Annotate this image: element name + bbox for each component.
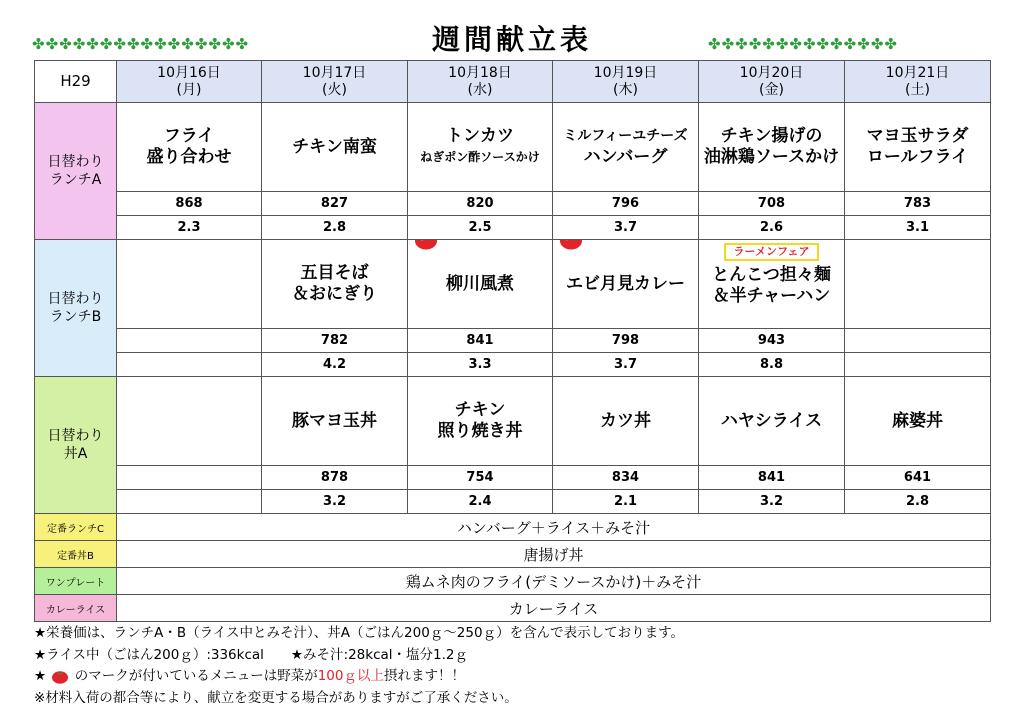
lunchB-dish-tue — [262, 240, 408, 329]
energy-value: 754 — [408, 466, 553, 490]
dish-name: チキン — [454, 400, 506, 420]
fixed-menu-value: 鶏ムネ肉のフライ(デミソースかけ)＋みそ汁 — [117, 568, 991, 595]
fixed-menu-label: ワンプレート — [35, 568, 117, 595]
salt-value: 2.8 — [262, 216, 408, 240]
lunchB-energy-row — [35, 329, 991, 353]
note-text: ★ライス中（ごはん200ｇ）:336kcal — [34, 646, 264, 663]
label-line: ランチB — [49, 309, 102, 325]
lunchA-dish-tue — [262, 103, 408, 192]
lunchA-dish-row — [35, 103, 991, 192]
dish-name: カツ丼 — [600, 410, 651, 431]
energy-value — [117, 466, 262, 490]
salt-value: 2.3 — [117, 216, 262, 240]
dish-name: 油淋鶏ソースかけ — [703, 147, 840, 167]
note-highlight: 100ｇ以上 — [317, 668, 384, 684]
donA-dish-sat — [845, 377, 991, 466]
day-of-week: (水) — [467, 81, 493, 98]
fixed-menu-value: カレーライス — [117, 595, 991, 622]
dish-name: 照り焼き丼 — [437, 421, 523, 441]
dish-name: エビ月見カレー — [566, 273, 685, 294]
donA-dish-wed — [408, 377, 553, 466]
note-text: のマークが付いているメニューは野菜が — [74, 668, 318, 684]
energy-value: 820 — [408, 192, 553, 216]
day-header-thu — [553, 61, 699, 103]
salt-value — [845, 353, 991, 377]
energy-value — [845, 329, 991, 353]
lunchA-dish-thu — [553, 103, 699, 192]
salt-value: 2.1 — [553, 490, 699, 514]
clover-icon: ✤✤✤✤✤✤✤✤✤✤✤✤✤✤ — [708, 35, 898, 53]
dish-name: ロールフライ — [866, 147, 969, 167]
energy-value: 783 — [845, 192, 991, 216]
dish-name: マヨ玉サラダ — [866, 126, 969, 146]
energy-value: 834 — [553, 466, 699, 490]
donA-salt-row — [35, 490, 991, 514]
energy-value: 798 — [553, 329, 699, 353]
day-of-week: (火) — [322, 81, 347, 98]
day-header-tue — [262, 61, 408, 103]
clover-icon-row-left — [32, 36, 249, 52]
dish-name: ハヤシライス — [720, 410, 823, 431]
dish-name: 柳川風煮 — [446, 273, 514, 294]
note-line — [34, 666, 684, 688]
ramen-fair-badge: ラーメンフェア — [724, 243, 820, 261]
clover-icon-row-right — [708, 36, 898, 52]
donA-dish-tue — [262, 377, 408, 466]
dish-subname: ねぎポン酢ソースかけ — [420, 150, 540, 164]
lunchB-label — [35, 240, 117, 377]
note-text: ★みそ汁:28kcal・塩分1.2ｇ — [290, 646, 468, 663]
dish-name: トンカツ — [446, 126, 514, 146]
dish-name: ハンバーグ — [583, 147, 668, 167]
day-date: 10月19日 — [593, 64, 658, 81]
energy-value: 878 — [262, 466, 408, 490]
label-line: 日替わり — [47, 291, 104, 307]
label-line: 丼A — [63, 446, 88, 462]
menu-table — [34, 60, 991, 622]
energy-value: 841 — [408, 329, 553, 353]
fixed-menu-label: 定番丼B — [35, 541, 117, 568]
day-date: 10月20日 — [739, 64, 804, 81]
salt-value: 3.1 — [845, 216, 991, 240]
dish-name: ＆半チャーハン — [712, 286, 831, 306]
label-line: ランチA — [49, 172, 102, 188]
fixed-menu-label: カレーライス — [35, 595, 117, 622]
day-date: 10月21日 — [885, 64, 950, 81]
salt-value: 4.2 — [262, 353, 408, 377]
energy-value: 841 — [699, 466, 845, 490]
lunchA-energy-row — [35, 192, 991, 216]
lunchA-salt-row — [35, 216, 991, 240]
dish-name: とんこつ担々麺 — [712, 265, 831, 285]
day-header-fri — [699, 61, 845, 103]
lunchB-dish-sat — [845, 240, 991, 329]
energy-value: 782 — [262, 329, 408, 353]
energy-value: 641 — [845, 466, 991, 490]
donA-dish-fri — [699, 377, 845, 466]
energy-value: 796 — [553, 192, 699, 216]
note-line — [34, 645, 684, 667]
day-header-sat — [845, 61, 991, 103]
note-line: ★栄養価は、ランチA・B（ライス中とみそ汁）、丼A（ごはん200ｇ～250ｇ）を含んで表示しております。 — [34, 625, 684, 641]
tomato-icon — [558, 240, 584, 251]
donA-dish-thu — [553, 377, 699, 466]
lunchB-dish-wed — [408, 240, 553, 329]
donA-label — [35, 377, 117, 514]
fixed-menu-label: 定番ランチC — [35, 514, 117, 541]
salt-value: 3.2 — [699, 490, 845, 514]
energy-value: 827 — [262, 192, 408, 216]
lunchB-dish-row — [35, 240, 991, 329]
label-line: 日替わり — [47, 428, 104, 444]
fixed-row-curry — [35, 595, 991, 622]
salt-value: 3.2 — [262, 490, 408, 514]
lunchA-dish-wed — [408, 103, 553, 192]
dish-name: フライ — [163, 126, 215, 146]
energy-value: 868 — [117, 192, 262, 216]
page-title: 週間献立表 — [431, 23, 592, 56]
fixed-menu-value: ハンバーグ＋ライス＋みそ汁 — [117, 514, 991, 541]
fixed-row-lunchC — [35, 514, 991, 541]
note-text: 摂れます！！ — [383, 668, 465, 684]
fixed-row-oneplate — [35, 568, 991, 595]
dish-name: 五目そば — [300, 263, 369, 283]
day-of-week: (土) — [905, 81, 930, 98]
note-line: ※材料入荷の都合等により、献立を変更する場合がありますがご了承ください。 — [34, 689, 518, 706]
salt-value: 2.6 — [699, 216, 845, 240]
dish-name: 豚マヨ玉丼 — [292, 410, 377, 431]
salt-value: 2.4 — [408, 490, 553, 514]
day-of-week: (木) — [613, 81, 638, 98]
dish-name: ＆おにぎり — [292, 284, 377, 304]
day-date: 10月16日 — [157, 64, 221, 81]
donA-dish-row — [35, 377, 991, 466]
note-text: ★ — [34, 668, 47, 684]
dish-name: 盛り合わせ — [146, 147, 232, 167]
day-date: 10月17日 — [302, 64, 367, 81]
day-header-mon — [117, 61, 262, 103]
day-of-week: (月) — [176, 81, 202, 98]
donA-dish-mon — [117, 377, 262, 466]
energy-value: 943 — [699, 329, 845, 353]
salt-value: 3.3 — [408, 353, 553, 377]
salt-value: 8.8 — [699, 353, 845, 377]
day-date: 10月18日 — [448, 64, 512, 81]
donA-energy-row — [35, 466, 991, 490]
energy-value — [117, 329, 262, 353]
lunchA-dish-sat — [845, 103, 991, 192]
tomato-icon — [50, 668, 70, 684]
dish-name: チキン南蛮 — [292, 136, 377, 157]
day-header-wed — [408, 61, 553, 103]
tomato-icon — [413, 240, 439, 251]
lunchA-dish-mon — [117, 103, 262, 192]
lunchB-dish-fri — [699, 240, 845, 329]
day-of-week: (金) — [759, 81, 784, 98]
header-row — [35, 61, 991, 103]
label-line: 日替わり — [47, 154, 104, 170]
lunchA-label — [35, 103, 117, 240]
salt-value — [117, 490, 262, 514]
year-cell: H29 — [35, 61, 117, 103]
clover-icon: ✤✤✤✤✤✤✤✤✤✤✤✤✤✤✤✤ — [32, 35, 250, 53]
salt-value: 3.7 — [553, 353, 699, 377]
salt-value: 3.7 — [553, 216, 699, 240]
fixed-row-donB — [35, 541, 991, 568]
energy-value: 708 — [699, 192, 845, 216]
fixed-menu-value: 唐揚げ丼 — [117, 541, 991, 568]
salt-value: 2.5 — [408, 216, 553, 240]
dish-name: 麻婆丼 — [892, 410, 943, 431]
salt-value: 2.8 — [845, 490, 991, 514]
lunchB-dish-mon — [117, 240, 262, 329]
notes — [34, 623, 684, 709]
salt-value — [117, 353, 262, 377]
lunchB-salt-row — [35, 353, 991, 377]
dish-name: チキン揚げの — [720, 126, 823, 146]
lunchB-dish-thu — [553, 240, 699, 329]
dish-name: ミルフィーユチーズ — [563, 128, 688, 144]
lunchA-dish-fri — [699, 103, 845, 192]
